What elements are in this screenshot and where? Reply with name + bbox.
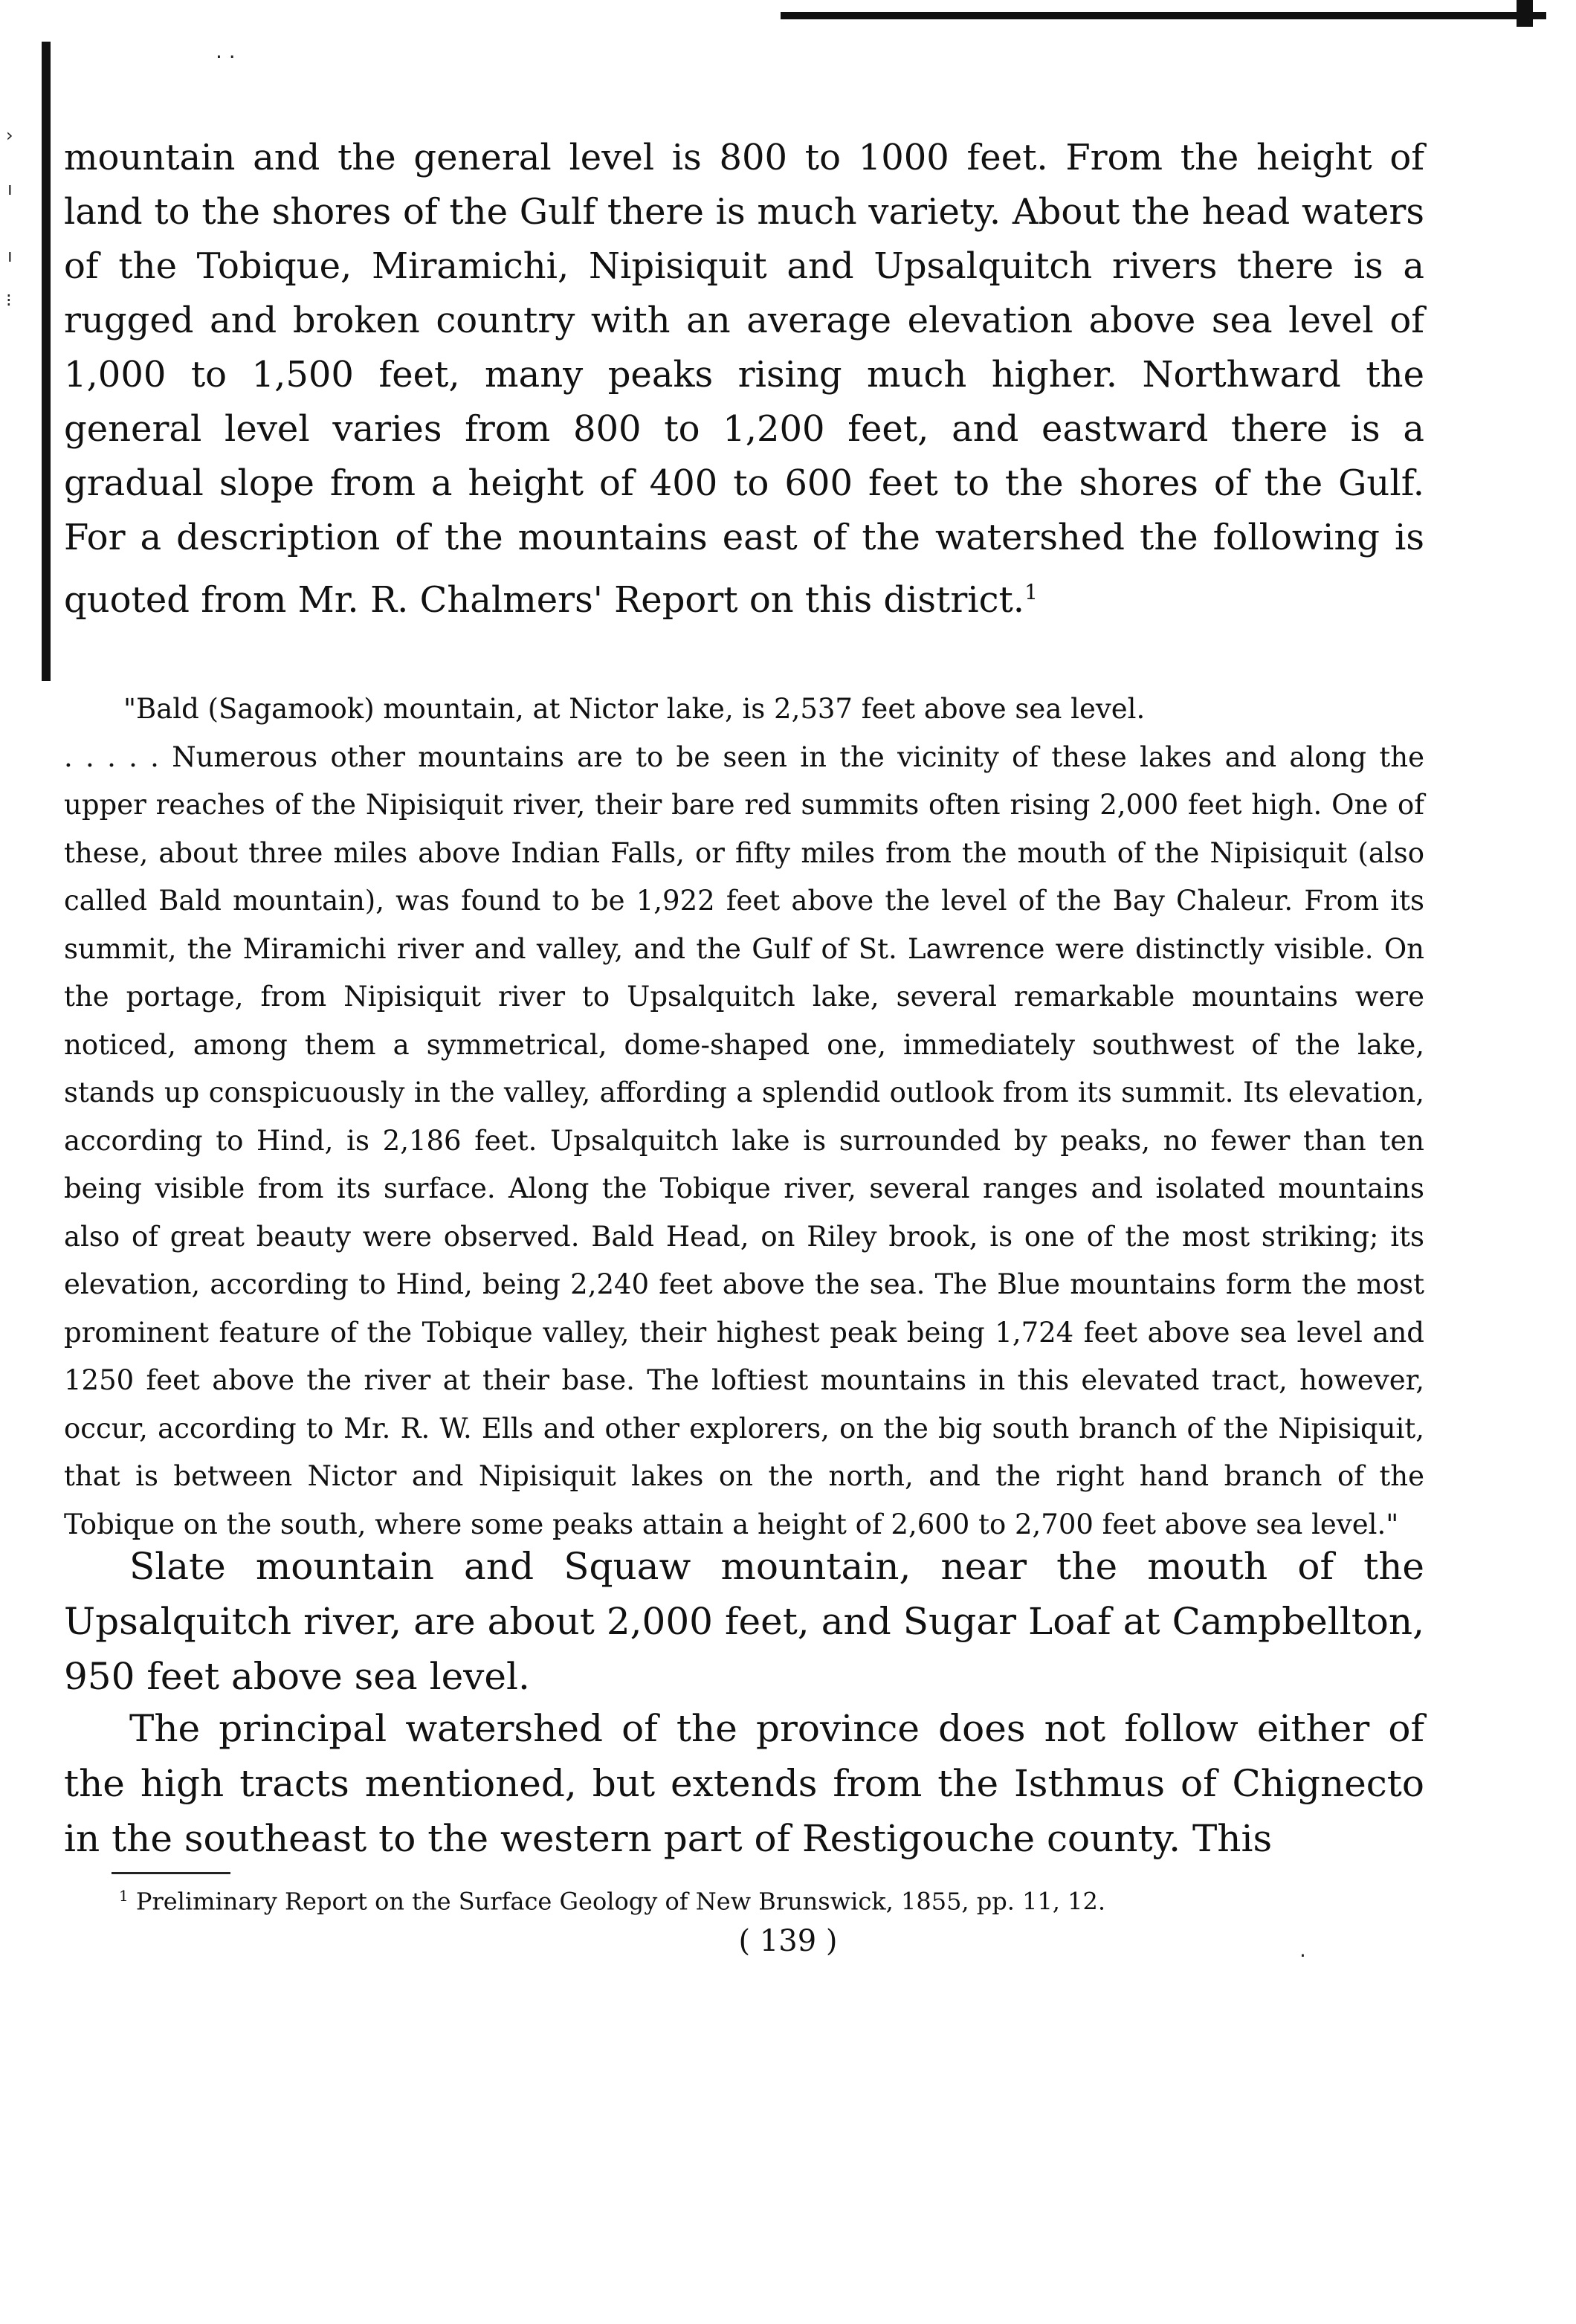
speck-mark: · bbox=[1299, 1943, 1306, 1968]
paragraph-slate-squaw: Slate mountain and Squaw mountain, near the mouth of the Upsalquitch river, are about 2,000 feet, and Sugar Loaf at Campbellton, 950 feet above sea level. bbox=[64, 1545, 1424, 1698]
top-rule bbox=[781, 12, 1546, 19]
margin-mark: ı bbox=[7, 178, 13, 199]
margin-mark: ⁝ bbox=[6, 290, 12, 311]
footnote-reference: 1 bbox=[1024, 580, 1038, 604]
chalmers-quotation bbox=[64, 685, 1424, 1549]
quote-body: . . . . . Numerous other mountains are to be seen in the vicinity of these lakes and along the upper reaches of the Nipisiquit river, their bare red summits often rising 2,000 feet high. One of these, about three miles above Indian Falls, or fifty miles from the mouth of the Nipisiquit (also called Bald mountain), was found to be 1,922 feet above the level of the Bay Chaleur. From its summit, the Miramichi river and valley, and the Gulf of St. Lawrence were distinctly visible. On the portage, from Nipisiquit river to Upsalquitch lake, several remarkable mountains were noticed, among them a symmetrical, dome-shaped one, immediately southwest of the lake, stands up conspicuously in the valley, affording a splendid outlook from its summit. Its elevation, according to Hind, is 2,186 feet. Upsalquitch lake is surrounded by peaks, no fewer than ten being visible from its surface. Along the Tobique river, several ranges and isolated mountains also of great beauty were observed. Bald Head, on Riley brook, is one of the most striking; its elevation, according to Hind, being 2,240 feet above the sea. The Blue mountains form the most prominent feature of the Tobique valley, their highest peak being 1,724 feet above sea level and 1250 feet above the river at their base. The loftiest mountains in this elevated tract, however, occur, according to Mr. R. W. Ells and other explorers, on the big south branch of the Nipisiquit, that is between Nictor and Nipisiquit lakes on the north, and the right hand branch of the Tobique on the south, where some peaks attain a height of 2,600 to 2,700 feet above sea level." bbox=[64, 740, 1424, 1540]
margin-mark: › bbox=[6, 125, 13, 146]
margin-mark: ı bbox=[7, 245, 13, 266]
footnote-text: Preliminary Report on the Surface Geology of New Brunswick, 1855, pp. 11, 12. bbox=[135, 1887, 1106, 1916]
footnote bbox=[119, 1879, 1427, 1918]
paragraph-1-text: mountain and the general level is 800 to 1000 feet. From the height of land to the shores of the Gulf there is much variety. About the head waters of the Tobique, Miramichi, Nipisiquit and Upsalquitch rivers there is a rugged and broken country with an average elevation above sea level of 1,000 to 1,500 feet, many peaks rising much higher. Northward the general level varies from 800 to 1,200 feet, and eastward there is a gradual slope from a height of 400 to 600 feet to the shores of the Gulf. For a description of the mountains east of the watershed the following is quoted from Mr. R. Chalmers' Report on this district. bbox=[64, 137, 1424, 621]
speck-mark: · · bbox=[216, 45, 236, 69]
paragraph-mountain-levels bbox=[64, 131, 1424, 627]
quote-first-line: "Bald (Sagamook) mountain, at Nictor lake, is 2,537 feet above sea level. bbox=[123, 693, 1146, 725]
scan-margin-bar bbox=[42, 42, 51, 681]
footnote-rule bbox=[112, 1872, 230, 1874]
footnote-mark: 1 bbox=[119, 1887, 129, 1905]
paragraph-watershed: The principal watershed of the province does not follow either of the high tracts mentioned, but extends from the Isthmus of Chignecto in the southeast to the western part of Restigouche county. This bbox=[64, 1707, 1424, 1860]
page-number: ( 139 ) bbox=[738, 1924, 838, 1958]
top-rule-end bbox=[1517, 0, 1533, 27]
